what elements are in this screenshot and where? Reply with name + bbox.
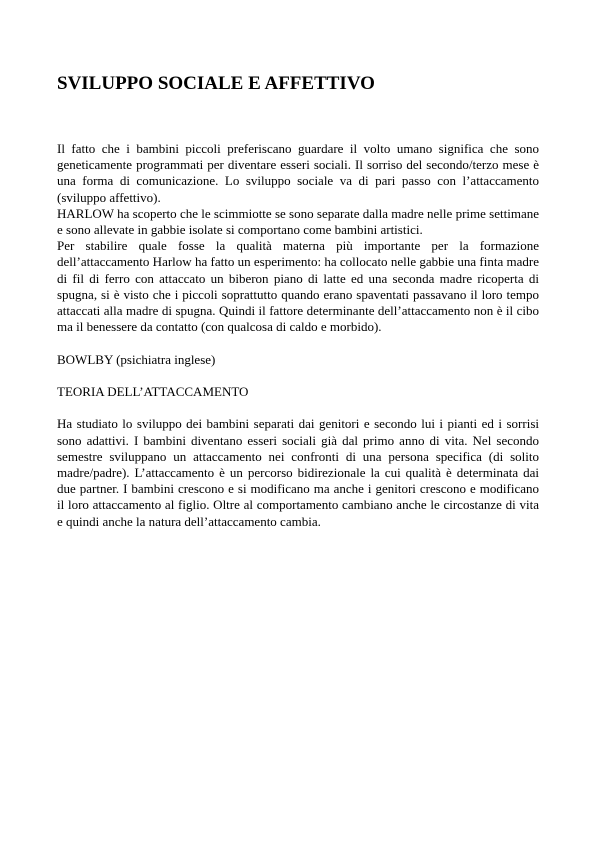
document-body (57, 141, 539, 530)
paragraph-bowlby: BOWLBY (psichiatra inglese) (57, 351, 216, 367)
section-heading-teoria: TEORIA DELL’ATTACCAMENTO (57, 384, 249, 400)
paragraph-spacer (57, 335, 539, 351)
paragraph-spacer (57, 368, 539, 384)
paragraph-bowlby-theory: Ha studiato lo sviluppo dei bambini separati dai genitori e secondo lui i pianti ed i sorrisi sono adattivi. I bambini diventano esseri sociali già dal primo anno di vita. Nel secondo semestre sviluppano un attaccamento nei confronti di una persona specifica (di solito madre/padre). L’attaccamento è un percorso bidirezionale la cui qualità è determinata dai due partner. I bambini crescono e si modificano ma anche i genitori crescono e modificano il loro attaccamento al figlio. Oltre al comportamento cambiano anche le circostanze di vita e quindi anche la natura dell’attaccamento cambia. (57, 416, 539, 529)
document-title: SVILUPPO SOCIALE E AFFETTIVO (57, 73, 375, 94)
paragraph-intro: Il fatto che i bambini piccoli preferiscano guardare il volto umano significa che sono geneticamente programmati per diventare esseri sociali. Il sorriso del secondo/terzo mese è una forma di comunicazione. Lo sviluppo sociale va di pari passo con l’attaccamento (sviluppo affettivo). (57, 141, 539, 205)
paragraph-experiment: Per stabilire quale fosse la qualità materna più importante per la formazione dell’attaccamento Harlow ha fatto un esperimento: ha collocato nelle gabbie una finta madre di fil di ferro con attaccato un biberon piano di latte ed una seconda madre ricoperta di spugna, si è visto che i piccoli soprattutto quando erano spaventati passavano il loro tempo attaccati alla madre di spugna. Quindi il fattore determinante dell’attaccamento non è il cibo ma il benessere da contatto (con qualcosa di caldo e morbido). (57, 238, 539, 335)
paragraph-harlow: HARLOW ha scoperto che le scimmiotte se sono separate dalla madre nelle prime settimane e sono allevate in gabbie isolate si comportano come bambini artistici. (57, 205, 539, 238)
paragraph-spacer (57, 400, 539, 416)
